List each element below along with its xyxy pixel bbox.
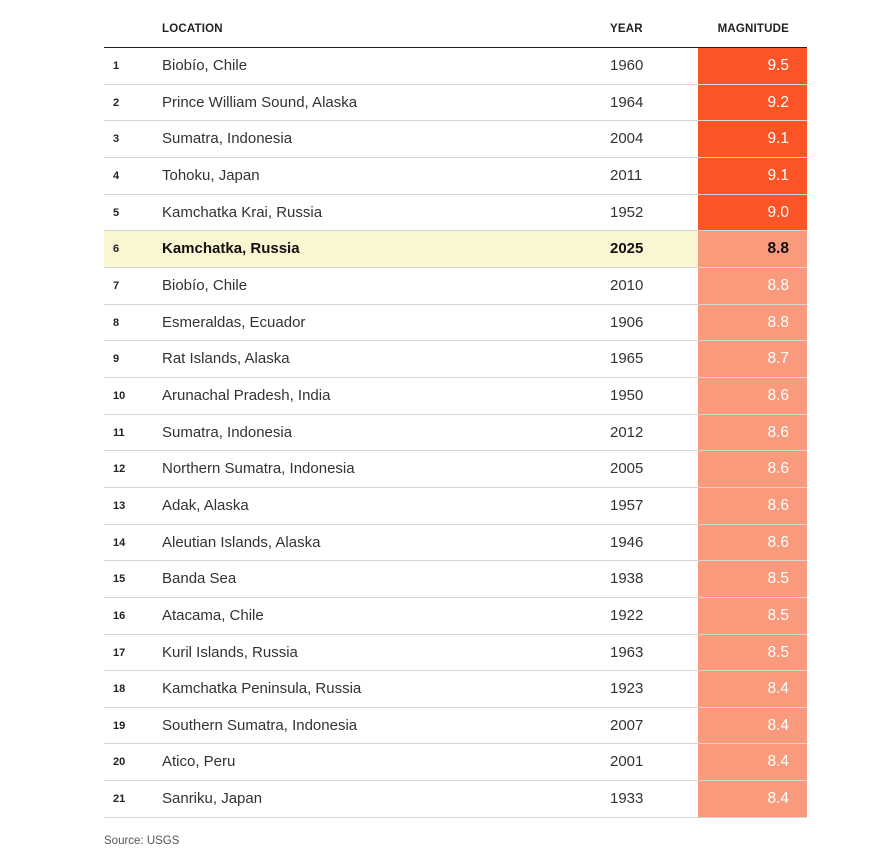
year-cell: 1906 bbox=[610, 313, 644, 331]
year-cell: 2005 bbox=[610, 460, 644, 478]
table-row bbox=[104, 268, 807, 305]
magnitude-cell: 9.5 bbox=[698, 48, 807, 84]
table-row bbox=[104, 48, 807, 85]
year-cell: 1963 bbox=[610, 643, 644, 661]
table-row bbox=[104, 744, 807, 781]
earthquake-table bbox=[104, 16, 807, 818]
location-cell: Sumatra, Indonesia bbox=[162, 130, 293, 148]
magnitude-cell: 9.1 bbox=[698, 121, 807, 157]
rank-cell: 12 bbox=[113, 463, 126, 476]
rank-cell: 10 bbox=[113, 389, 126, 402]
year-cell: 1938 bbox=[610, 570, 644, 588]
location-cell: Arunachal Pradesh, India bbox=[162, 386, 331, 404]
location-cell: Banda Sea bbox=[162, 570, 237, 588]
rank-cell: 7 bbox=[113, 279, 120, 292]
rank-cell: 8 bbox=[113, 316, 120, 329]
year-cell: 2001 bbox=[610, 753, 644, 771]
year-cell: 2012 bbox=[610, 423, 644, 441]
rank-cell: 18 bbox=[113, 683, 126, 696]
location-cell: Sanriku, Japan bbox=[162, 790, 263, 808]
location-cell: Adak, Alaska bbox=[162, 496, 249, 514]
header-magnitude: MAGNITUDE bbox=[717, 23, 789, 35]
magnitude-cell: 8.5 bbox=[698, 598, 807, 634]
table-row bbox=[104, 708, 807, 745]
table-row bbox=[104, 488, 807, 525]
magnitude-cell: 8.8 bbox=[698, 305, 807, 341]
rank-cell: 21 bbox=[113, 793, 126, 806]
magnitude-cell: 8.4 bbox=[698, 708, 807, 744]
rank-cell: 20 bbox=[113, 756, 126, 769]
year-cell: 2025 bbox=[610, 240, 644, 258]
table-row bbox=[104, 598, 807, 635]
magnitude-cell: 9.1 bbox=[698, 158, 807, 194]
rank-cell: 16 bbox=[113, 609, 126, 622]
year-cell: 1960 bbox=[610, 57, 644, 74]
table-row bbox=[104, 378, 807, 415]
magnitude-cell: 8.6 bbox=[698, 378, 807, 414]
table-row bbox=[104, 671, 807, 708]
location-cell: Esmeraldas, Ecuador bbox=[162, 313, 306, 331]
table-row bbox=[104, 231, 807, 268]
table-row bbox=[104, 195, 807, 232]
magnitude-cell: 8.8 bbox=[698, 268, 807, 304]
rank-cell: 1 bbox=[113, 60, 120, 72]
magnitude-cell: 8.4 bbox=[698, 671, 807, 707]
year-cell: 1933 bbox=[610, 790, 644, 808]
source-note: Source: USGS bbox=[104, 835, 180, 847]
table-row bbox=[104, 341, 807, 378]
year-cell: 2010 bbox=[610, 276, 644, 294]
location-cell: Rat Islands, Alaska bbox=[162, 350, 290, 368]
table-row bbox=[104, 525, 807, 562]
magnitude-cell: 8.7 bbox=[698, 341, 807, 377]
year-cell: 1964 bbox=[610, 93, 644, 111]
location-cell: Biobío, Chile bbox=[162, 276, 248, 294]
year-cell: 2011 bbox=[610, 166, 643, 184]
year-cell: 1957 bbox=[610, 496, 644, 514]
table-body bbox=[104, 48, 807, 818]
location-cell: Southern Sumatra, Indonesia bbox=[162, 716, 358, 734]
location-cell: Northern Sumatra, Indonesia bbox=[162, 460, 355, 478]
location-cell: Prince William Sound, Alaska bbox=[162, 93, 358, 111]
year-cell: 1923 bbox=[610, 680, 644, 698]
year-cell: 1965 bbox=[610, 350, 644, 368]
location-cell: Tohoku, Japan bbox=[162, 166, 260, 184]
year-cell: 1950 bbox=[610, 386, 644, 404]
rank-cell: 3 bbox=[113, 133, 120, 146]
location-cell: Kuril Islands, Russia bbox=[162, 643, 298, 661]
magnitude-cell: 8.6 bbox=[698, 488, 807, 524]
magnitude-cell: 8.6 bbox=[698, 451, 807, 487]
location-cell: Kamchatka Krai, Russia bbox=[162, 203, 323, 221]
magnitude-cell: 8.5 bbox=[698, 561, 807, 597]
magnitude-cell: 8.5 bbox=[698, 635, 807, 671]
magnitude-cell: 8.4 bbox=[698, 744, 807, 780]
magnitude-cell: 9.0 bbox=[698, 195, 807, 231]
location-cell: Kamchatka, Russia bbox=[162, 240, 300, 258]
rank-cell: 11 bbox=[113, 426, 125, 439]
year-cell: 1952 bbox=[610, 203, 644, 221]
table-row bbox=[104, 158, 807, 195]
table-header bbox=[104, 16, 807, 48]
rank-cell: 9 bbox=[113, 353, 120, 366]
rank-cell: 6 bbox=[113, 243, 120, 256]
rank-cell: 13 bbox=[113, 499, 126, 512]
rank-cell: 5 bbox=[113, 206, 120, 219]
location-cell: Aleutian Islands, Alaska bbox=[162, 533, 321, 551]
table-row bbox=[104, 451, 807, 488]
header-year: YEAR bbox=[610, 23, 643, 35]
rank-cell: 15 bbox=[113, 573, 126, 586]
rank-cell: 14 bbox=[113, 536, 126, 549]
rank-cell: 2 bbox=[113, 96, 120, 109]
year-cell: 2004 bbox=[610, 130, 644, 148]
year-cell: 1922 bbox=[610, 606, 644, 624]
rank-cell: 19 bbox=[113, 719, 126, 732]
header-location: LOCATION bbox=[162, 23, 223, 35]
location-cell: Biobío, Chile bbox=[162, 57, 248, 74]
table-row bbox=[104, 85, 807, 122]
location-cell: Kamchatka Peninsula, Russia bbox=[162, 680, 362, 698]
magnitude-cell: 8.6 bbox=[698, 415, 807, 451]
magnitude-cell: 8.6 bbox=[698, 525, 807, 561]
table-row bbox=[104, 415, 807, 452]
table-row bbox=[104, 121, 807, 158]
year-cell: 2007 bbox=[610, 716, 644, 734]
table-row bbox=[104, 635, 807, 672]
year-cell: 1946 bbox=[610, 533, 644, 551]
magnitude-cell: 9.2 bbox=[698, 85, 807, 121]
magnitude-cell: 8.8 bbox=[698, 231, 807, 267]
table-row bbox=[104, 781, 807, 818]
rank-cell: 4 bbox=[113, 169, 120, 182]
table-row bbox=[104, 561, 807, 598]
rank-cell: 17 bbox=[113, 646, 126, 659]
table-row bbox=[104, 305, 807, 342]
location-cell: Atico, Peru bbox=[162, 753, 236, 771]
location-cell: Sumatra, Indonesia bbox=[162, 423, 293, 441]
location-cell: Atacama, Chile bbox=[162, 606, 264, 624]
magnitude-cell: 8.4 bbox=[698, 781, 807, 817]
